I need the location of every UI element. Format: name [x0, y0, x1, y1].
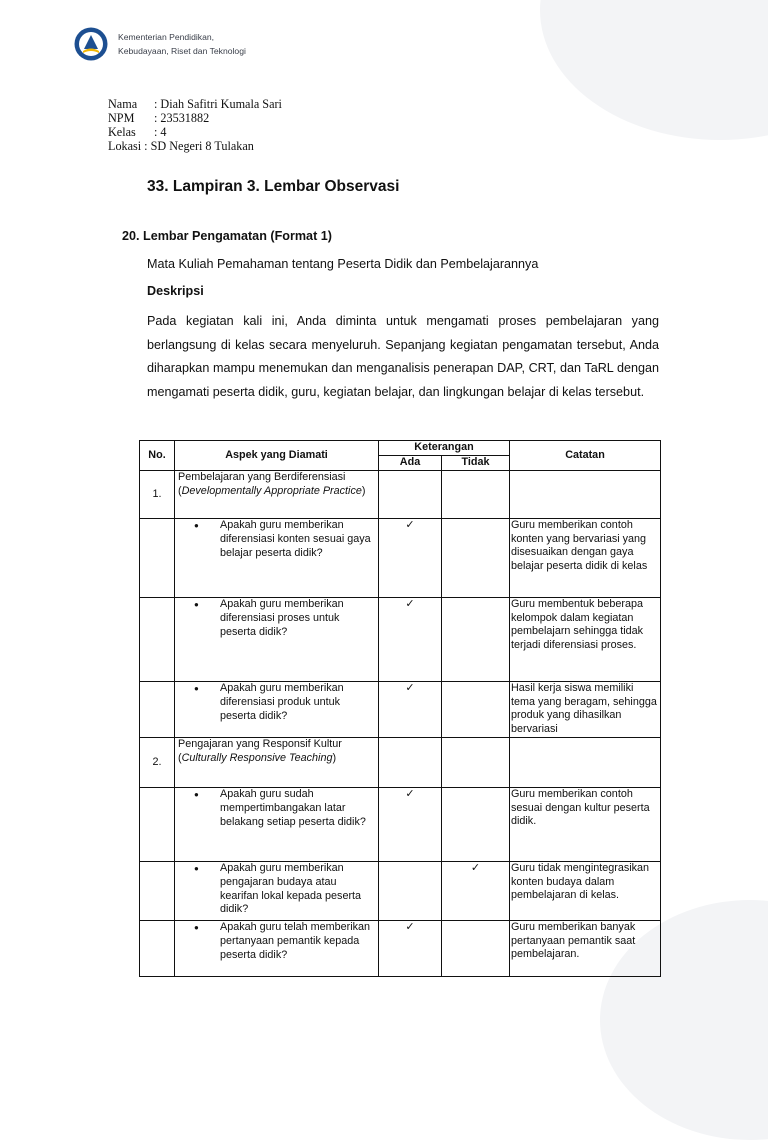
section-title-plain: Pengajaran yang Responsif Kultur ( — [178, 738, 342, 764]
question-cell — [175, 788, 379, 862]
tidak-cell — [442, 471, 510, 519]
tidak-cell — [442, 862, 510, 921]
question-cell — [175, 598, 379, 682]
checkmark-icon: ✓ — [405, 519, 415, 531]
question-row — [140, 519, 661, 598]
bullet-icon: ● — [194, 790, 199, 799]
tidak-cell — [442, 519, 510, 598]
ministry-line-1: Kementerian Pendidikan, — [118, 32, 215, 42]
bullet-icon: ● — [194, 521, 199, 530]
header-tidak: Tidak — [442, 456, 510, 471]
note-cell — [510, 738, 661, 788]
identity-row — [108, 125, 282, 139]
tut-wuri-handayani-logo — [74, 27, 108, 61]
header-keterangan: Keterangan — [379, 441, 510, 456]
ada-cell — [379, 921, 442, 977]
ada-cell — [379, 682, 442, 738]
tidak-cell — [442, 598, 510, 682]
number-cell — [140, 598, 175, 682]
number-cell — [140, 788, 175, 862]
section-title-italic: Developmentally Appropriate Practice — [181, 484, 362, 497]
question-cell — [175, 682, 379, 738]
bullet-icon: ● — [194, 864, 199, 873]
tidak-cell — [442, 738, 510, 788]
question-cell — [175, 921, 379, 977]
identity-key: NPM — [108, 111, 135, 125]
ministry-header — [74, 27, 246, 61]
header-catatan: Catatan — [510, 441, 661, 471]
section-title-plain: Pembelajaran yang Berdiferensiasi ( — [178, 471, 346, 497]
ministry-line-2: Kebudayaan, Riset dan Teknologi — [118, 46, 246, 56]
identity-value: : 4 — [154, 125, 167, 139]
page-title: 33. Lampiran 3. Lembar Observasi — [147, 178, 400, 195]
ada-cell — [379, 738, 442, 788]
observation-table — [139, 440, 661, 977]
section-title — [175, 738, 379, 788]
question-text: Apakah guru memberikan diferensiasi produk untuk peserta didik? — [220, 682, 344, 722]
description-paragraph: Pada kegiatan kali ini, Anda diminta untuk mengamati proses pembelajaran yang berlangsung di kelas secara menyeluruh. Sepanjang kegiatan pengamatan tersebut, Anda diharapkan mampu menemukan dan menganalisis penerapan DAP, CRT, dan TaRL dengan mengamati peserta didik, guru, kegiatan belajar, dan lingkungan belajar di kelas tersebut. — [147, 314, 659, 399]
note-cell — [510, 471, 661, 519]
question-text: Apakah guru telah memberikan pertanyaan pemantik kepada peserta didik? — [220, 921, 371, 961]
identity-row — [108, 97, 282, 111]
identity-key: Lokasi — [108, 139, 142, 153]
bullet-icon: ● — [194, 600, 199, 609]
ada-cell — [379, 788, 442, 862]
header-ada: Ada — [379, 456, 442, 471]
identity-row — [108, 111, 282, 125]
header-aspect: Aspek yang Diamati — [175, 441, 379, 471]
identity-key: Kelas — [108, 125, 136, 139]
section-row — [140, 738, 661, 788]
ada-cell — [379, 598, 442, 682]
question-row — [140, 598, 661, 682]
bullet-icon: ● — [194, 923, 199, 932]
question-text: Apakah guru memberikan pengajaran budaya atau kearifan lokal kepada peserta didik? — [220, 862, 362, 916]
section-title-italic: Culturally Responsive Teaching — [181, 751, 333, 764]
description-heading: Deskripsi — [147, 284, 204, 298]
number-cell — [140, 682, 175, 738]
identity-value: : Diah Safitri Kumala Sari — [154, 97, 282, 111]
question-row — [140, 682, 661, 738]
question-row — [140, 788, 661, 862]
ministry-name — [118, 30, 246, 58]
question-row — [140, 862, 661, 921]
question-cell — [175, 519, 379, 598]
number-cell — [140, 519, 175, 598]
bullet-icon: ● — [194, 684, 199, 693]
course-name: Mata Kuliah Pemahaman tentang Peserta Didik dan Pembelajarannya — [147, 257, 539, 271]
question-text: Apakah guru sudah mempertimbangakan latar belakang setiap peserta didik? — [220, 788, 366, 828]
section-number: 1. — [140, 471, 175, 519]
identity-value: : SD Negeri 8 Tulakan — [144, 139, 254, 153]
section-title-end: ) — [332, 751, 337, 764]
question-row — [140, 921, 661, 977]
checkmark-icon: ✓ — [405, 598, 415, 610]
note-cell: Guru tidak mengintegrasikan konten budaya dalam pembelajaran di kelas. — [510, 862, 661, 921]
checkmark-icon: ✓ — [470, 862, 481, 874]
identity-value: : 23531882 — [154, 111, 210, 125]
identity-row — [108, 139, 282, 153]
checkmark-icon: ✓ — [405, 921, 415, 933]
identity-key: Nama — [108, 97, 138, 111]
tidak-cell — [442, 682, 510, 738]
checkmark-icon: ✓ — [405, 788, 415, 800]
tidak-cell — [442, 788, 510, 862]
checkmark-icon: ✓ — [405, 682, 415, 694]
tidak-cell — [442, 921, 510, 977]
background-decoration — [540, 0, 768, 140]
section-subtitle: 20. Lembar Pengamatan (Format 1) — [122, 229, 332, 243]
section-number: 2. — [140, 738, 175, 788]
header-no: No. — [140, 441, 175, 471]
ada-cell — [379, 862, 442, 921]
number-cell — [140, 921, 175, 977]
question-cell — [175, 862, 379, 921]
note-cell: Guru membentuk beberapa kelompok dalam kegiatan pembelajarn sehingga tidak terjadi diferensiasi proses. — [510, 598, 661, 682]
student-identity — [108, 97, 282, 153]
note-cell: Guru memberikan contoh konten yang bervariasi yang disesuaikan dengan gaya belajar peserta didik di kelas — [510, 519, 661, 598]
number-cell — [140, 862, 175, 921]
question-text: Apakah guru memberikan diferensiasi proses untuk peserta didik? — [220, 598, 344, 638]
note-cell: Hasil kerja siswa memiliki tema yang beragam, sehingga produk yang dihasilkan bervariasi — [510, 682, 661, 738]
section-title — [175, 471, 379, 519]
ada-cell — [379, 519, 442, 598]
ada-cell — [379, 471, 442, 519]
question-text: Apakah guru memberikan diferensiasi konten sesuai gaya belajar peserta didik? — [220, 519, 371, 559]
note-cell: Guru memberikan contoh sesuai dengan kultur peserta didik. — [510, 788, 661, 862]
note-cell: Guru memberikan banyak pertanyaan pemantik saat pembelajaran. — [510, 921, 661, 977]
section-title-end: ) — [361, 484, 366, 497]
section-row — [140, 471, 661, 519]
